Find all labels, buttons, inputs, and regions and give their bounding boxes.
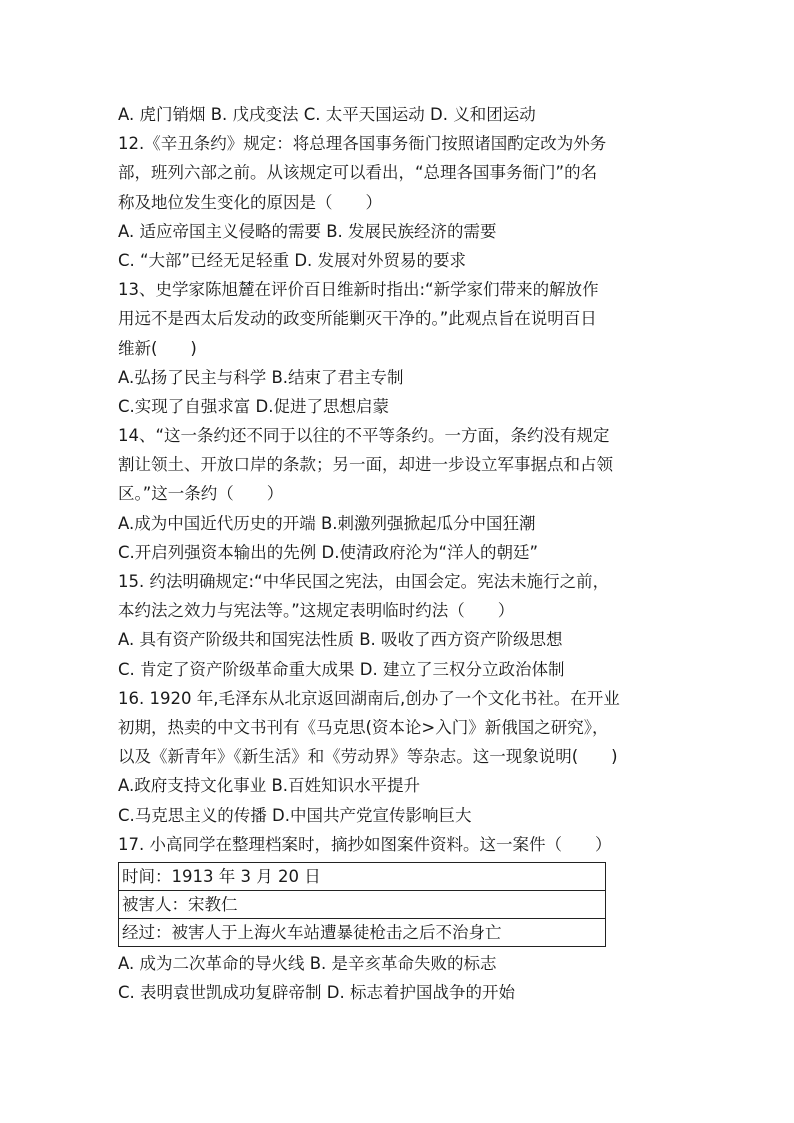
case-victim-cell: 被害人：宋教仁	[119, 890, 606, 918]
case-record-table	[118, 862, 606, 947]
q13-stem-line1: 13、史学家陈旭麓在评价百日维新时指出:“新学家们带来的解放作	[118, 280, 599, 300]
q12-stem-line1: 12.《辛丑条约》规定：将总理各国事务衙门按照诸国酌定改为外务	[118, 134, 607, 154]
q14-stem-line1: 14、“这一条约还不同于以往的不平等条约。一方面，条约没有规定	[118, 426, 610, 446]
q15-stem-line1: 15. 约法明确规定:“中华民国之宪法，由国会定。宪法未施行之前，	[118, 572, 610, 591]
q14-options-cd: C.开启列强资本输出的先例 D.使清政府沦为“洋人的朝廷”	[118, 542, 539, 562]
q14-options-ab: A.成为中国近代历史的开端 B.刺激列强掀起瓜分中国狂潮	[118, 513, 536, 533]
q14-stem-line2: 割让领土、开放口岸的条款；另一面，却进一步设立军事据点和占领	[118, 455, 613, 475]
q15-options-ab: A. 具有资产阶级共和国宪法性质 B. 吸收了西方资产阶级思想	[118, 630, 563, 650]
q16-stem-line2: 初期，热卖的中文书刊有《马克思(资本论>入门》新俄国之研究》，	[118, 717, 609, 737]
q13-stem-line2: 用远不是西太后发动的政变所能剿灭干净的。”此观点旨在说明百日	[118, 309, 597, 329]
table-row	[119, 862, 606, 890]
q12-options-ab: A. 适应帝国主义侵略的需要 B. 发展民族经济的需要	[118, 221, 497, 241]
q17-options-ab: A. 成为二次革命的导火线 B. 是辛亥革命失败的标志	[118, 953, 497, 973]
q12-options-cd: C. “大部”已经无足轻重 D. 发展对外贸易的要求	[118, 250, 467, 270]
q16-options-ab: A.政府支持文化事业 B.百姓知识水平提升	[118, 776, 421, 796]
q12-stem-line2: 部，班列六部之前。从该规定可以看出，“总理各国事务衙门”的名	[118, 163, 598, 183]
q16-stem-line1: 16. 1920 年,毛泽东从北京返回湖南后,创办了一个文化书社。在开业	[118, 688, 620, 708]
exam-page	[118, 100, 678, 1007]
q13-options-ab: A.弘扬了民主与科学 B.结束了君主专制	[118, 367, 404, 387]
q11-options: A. 虎门销烟 B. 戊戌变法 C. 太平天国运动 D. 义和团运动	[118, 105, 536, 124]
q14-stem-line3: 区。”这一条约（ ）	[118, 484, 284, 504]
q15-stem-line2: 本约法之效力与宪法等。”这规定表明临时约法（ ）	[118, 601, 515, 621]
case-process-cell: 经过：被害人于上海火车站遭暴徒枪击之后不治身亡	[119, 918, 606, 946]
case-time-cell: 时间：1913 年 3 月 20 日	[119, 862, 606, 890]
q16-options-cd: C.马克思主义的传播 D.中国共产党宣传影响巨大	[118, 805, 472, 825]
q17-options-cd: C. 表明袁世凯成功复辟帝制 D. 标志着护国战争的开始	[118, 983, 515, 1003]
q15-options-cd: C. 肯定了资产阶级革命重大成果 D. 建立了三权分立政治体制	[118, 659, 565, 679]
q12-stem-line3: 称及地位发生变化的原因是（ ）	[118, 192, 382, 212]
q17-stem: 17. 小高同学在整理档案时，摘抄如图案件资料。这一案件（ ）	[118, 834, 612, 854]
q16-stem-line3: 以及《新青年》《新生活》和《劳动界》等杂志。这一现象说明( )	[118, 747, 618, 767]
table-row	[119, 918, 606, 946]
q13-options-cd: C.实现了自强求富 D.促进了思想启蒙	[118, 396, 389, 416]
q13-stem-line3: 维新( )	[118, 338, 197, 358]
table-row	[119, 890, 606, 918]
